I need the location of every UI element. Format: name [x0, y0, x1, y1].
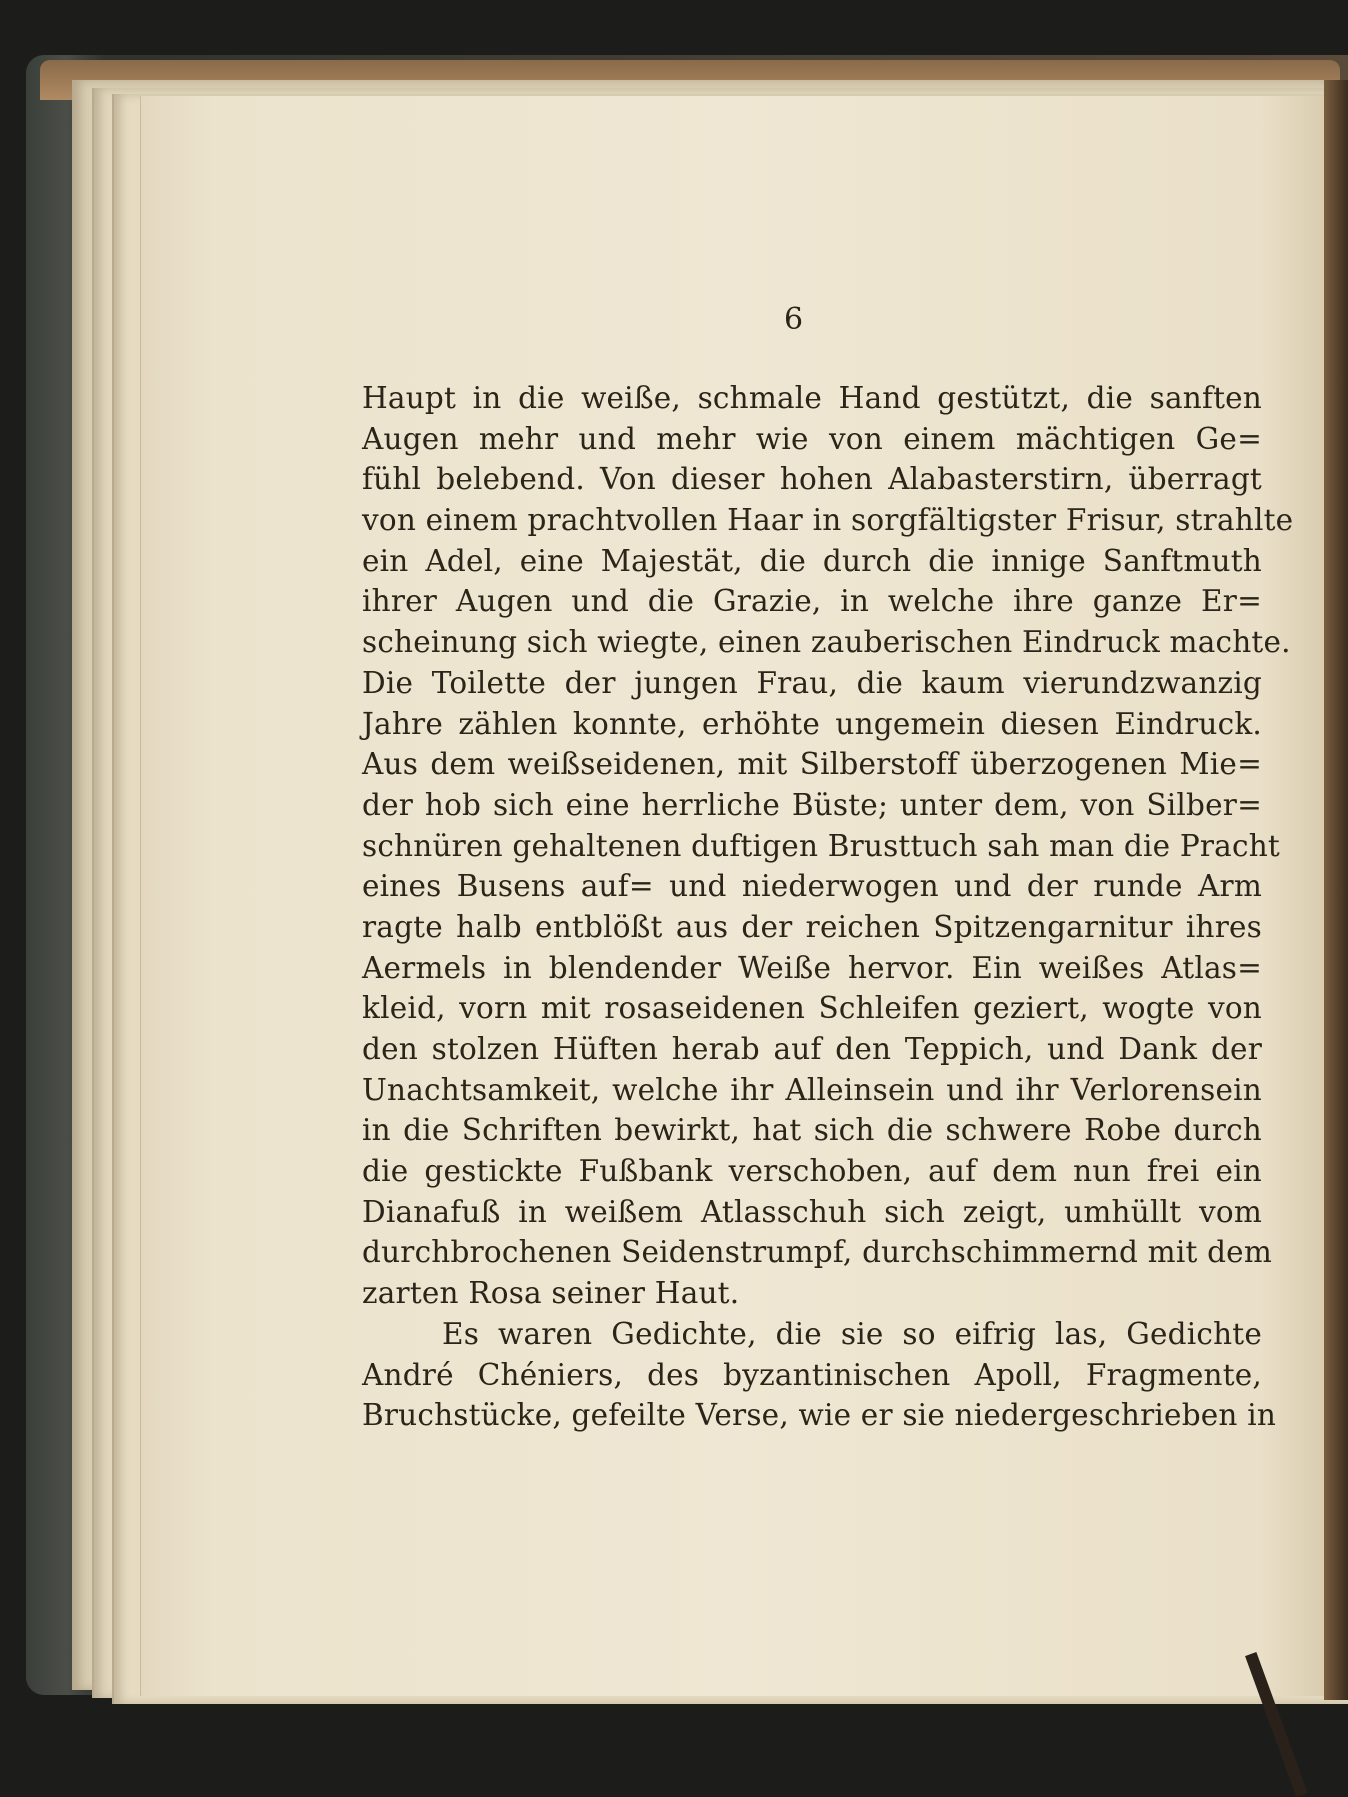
text-line: die gestickte Fußbank verschoben, auf dem nun frei ein	[362, 1154, 1262, 1189]
page-number: 6	[784, 302, 804, 337]
text-line: ragte halb entblößt aus der reichen Spitzengarnitur ihres	[362, 909, 1262, 944]
text-line: André Chéniers, des byzantinischen Apoll, Fragmente,	[362, 1357, 1262, 1392]
text-line: Haupt in die weiße, schmale Hand gestützt, die sanften	[362, 381, 1262, 415]
text-line: in die Schriften bewirkt, hat sich die schwere Robe durch	[362, 1113, 1262, 1148]
text-line: Es waren Gedichte, die sie so eifrig las, Gedichte	[442, 1316, 1262, 1351]
text-line: scheinung sich wiegte, einen zauberischen Eindruck machte.	[362, 625, 1291, 660]
text-line: von einem prachtvollen Haar in sorgfältigster Frisur, strahlte	[362, 503, 1294, 538]
text-line: durchbrochenen Seidenstrumpf, durchschimmernd mit dem	[362, 1235, 1273, 1270]
text-line: eines Busens auf= und niederwogen und der runde Arm	[362, 869, 1262, 904]
text-line: Aermels in blendender Weiße hervor. Ein weißes Atlas=	[362, 950, 1262, 985]
body-text	[362, 378, 1294, 1436]
book-binding-right	[1324, 80, 1348, 1700]
text-line: ein Adel, eine Majestät, die durch die innige Sanftmuth	[362, 543, 1262, 578]
text-line: fühl belebend. Von dieser hohen Alabasterstirn, überragt	[362, 462, 1262, 497]
text-line: der hob sich eine herrliche Büste; unter dem, von Silber=	[362, 787, 1262, 822]
text-line: Jahre zählen konnte, erhöhte ungemein diesen Eindruck.	[362, 706, 1262, 741]
text-line: Dianafuß in weißem Atlasschuh sich zeigt, umhüllt vom	[362, 1194, 1262, 1229]
text-line: Die Toilette der jungen Frau, die kaum vierundzwanzig	[362, 665, 1262, 700]
text-line: ihrer Augen und die Grazie, in welche ihre ganze Er=	[362, 584, 1262, 619]
text-line: zarten Rosa seiner Haut.	[362, 1276, 740, 1311]
text-line: Augen mehr und mehr wie von einem mächtigen Ge=	[362, 421, 1262, 456]
text-line: Aus dem weißseidenen, mit Silberstoff überzogenen Mie=	[362, 747, 1262, 782]
text-line: Bruchstücke, gefeilte Verse, wie er sie niedergeschrieben in	[362, 1398, 1277, 1433]
text-line: den stolzen Hüften herab auf den Teppich, und Dank der	[362, 1032, 1262, 1066]
text-line: kleid, vorn mit rosaseidenen Schleifen geziert, wogte von	[362, 991, 1262, 1026]
text-line: schnüren gehaltenen duftigen Brusttuch sah man die Pracht	[362, 828, 1280, 863]
text-line: Unachtsamkeit, welche ihr Alleinsein und ihr Verlorensein	[362, 1072, 1262, 1107]
